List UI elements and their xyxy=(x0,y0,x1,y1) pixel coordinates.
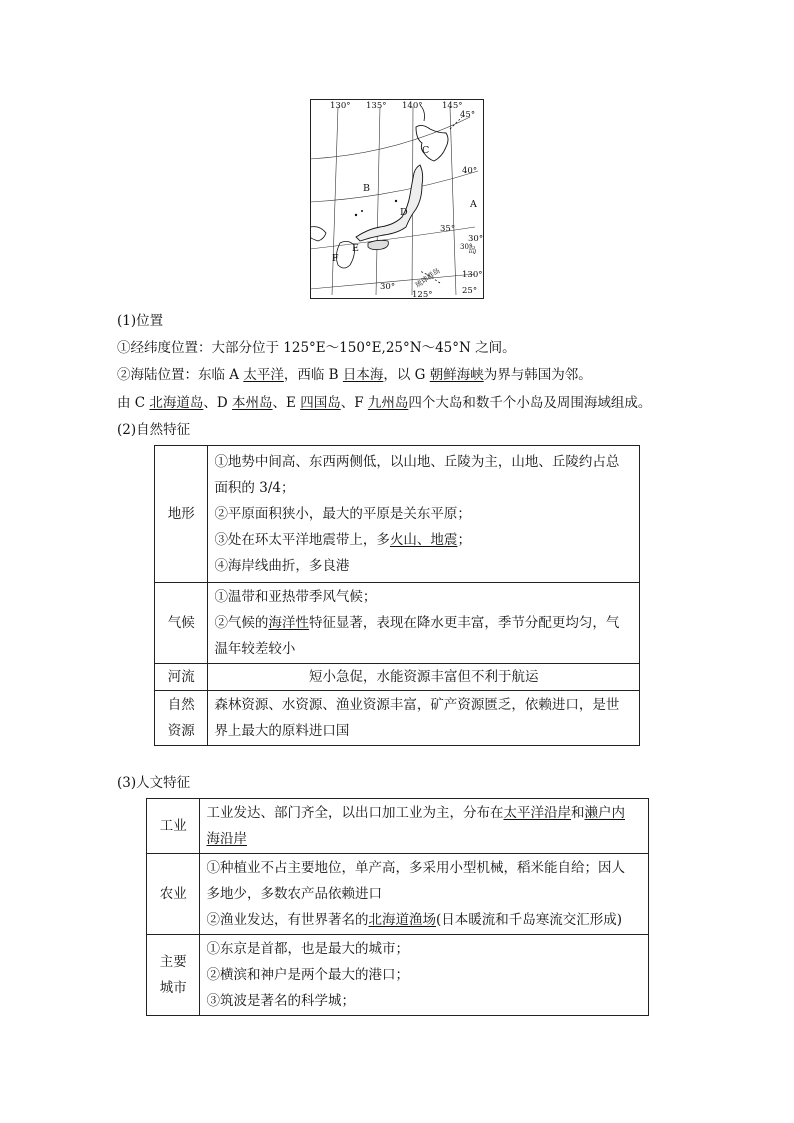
region-letter-c: C xyxy=(422,145,430,156)
lon-label: 145° xyxy=(442,101,463,111)
side-label: 30° xyxy=(468,234,484,244)
label-line: 自然 xyxy=(167,697,195,713)
text-span: ②海陆位置：东临 A xyxy=(117,367,244,383)
river-label: 河流 xyxy=(155,664,208,691)
text-span: 特征显著，表现在降水更丰富，季节分配更均匀，气 xyxy=(308,615,620,631)
text-span: ，以 G xyxy=(383,367,430,383)
bottom-label: 125° xyxy=(412,290,433,299)
label-line: 城市 xyxy=(159,980,187,996)
table-row xyxy=(147,854,649,935)
sea-land-position xyxy=(117,365,592,385)
ryukyu-label: 琉球群岛 xyxy=(413,266,442,290)
terrain-line xyxy=(214,527,633,553)
table-row xyxy=(147,935,649,1016)
section-3-heading: (3)人文特征 xyxy=(117,775,191,791)
lat-label: 40° xyxy=(462,166,478,176)
japan-map-svg xyxy=(310,99,484,299)
map-frame xyxy=(311,100,484,299)
lat-label: 35° xyxy=(440,224,456,234)
table-row xyxy=(147,799,649,854)
industry-line xyxy=(206,800,642,826)
bottom-label: 30° xyxy=(380,282,396,292)
natural-features-table xyxy=(154,445,640,746)
climate-line: 温年较差较小 xyxy=(214,641,296,657)
climate-line: ①温带和亚热带季风气候； xyxy=(214,589,377,605)
label-line: 资源 xyxy=(167,723,195,739)
terrain-line: ①地势中间高、东西两侧低，以山地、丘陵为主，山地、丘陵约占总 xyxy=(214,454,620,470)
industry-line: 海沿岸 xyxy=(206,831,247,847)
pacific-coast: 太平洋沿岸 xyxy=(503,805,571,821)
terrain-line: ④海岸线曲折，多良港 xyxy=(214,558,350,574)
honshu: 本州岛 xyxy=(232,395,273,411)
cities-line: ③筑波是著名的科学城； xyxy=(206,993,355,1009)
climate-content xyxy=(208,583,640,664)
table-row xyxy=(155,583,640,664)
kyushu: 九州岛 xyxy=(367,395,409,411)
agriculture-label: 农业 xyxy=(147,854,200,935)
region-letter-b: B xyxy=(363,183,370,194)
text-span: ②渔业发达，有世界著名的 xyxy=(206,912,369,928)
climate-label: 气候 xyxy=(155,583,208,664)
side-label: 岛 xyxy=(468,246,477,256)
lon-label: 140° xyxy=(402,101,423,111)
text-span: (日本暖流和千岛寒流交汇形成) xyxy=(435,912,623,928)
text-span: 为界与韩国为邻。 xyxy=(483,367,592,383)
hokkaido-fishery: 北海道渔场 xyxy=(368,912,436,928)
sea-of-japan: 日本海 xyxy=(342,367,384,383)
volcano-earthquake: 火山、地震 xyxy=(389,532,458,548)
region-letter-a: A xyxy=(470,199,477,210)
text-span: 由 C xyxy=(117,395,150,411)
small-island xyxy=(355,214,357,216)
lat-label: 25° xyxy=(462,286,478,296)
resources-label xyxy=(155,691,208,746)
table-row xyxy=(155,691,640,746)
cities-line: ②横滨和神户是两个最大的港口； xyxy=(206,967,409,983)
agriculture-line xyxy=(206,907,642,933)
resources-line: 森林资源、水资源、渔业资源丰富，矿产资源匮乏，依赖进口，是世 xyxy=(214,697,620,713)
small-island xyxy=(395,200,397,202)
text-span: 、E xyxy=(272,395,301,411)
human-features-table xyxy=(146,798,649,1016)
agriculture-line: ①种植业不占主要地位，单产高，多采用小型机械，稻米能自给；因人 xyxy=(206,860,625,876)
lon-label: 130° xyxy=(330,101,351,111)
climate-line xyxy=(214,610,633,636)
text-span: ②气候的 xyxy=(214,615,269,631)
text-span: ③处在环太平洋地震带上，多 xyxy=(214,532,390,548)
korea-strait: 朝鲜海峡 xyxy=(429,367,484,383)
region-letter-d: D xyxy=(400,207,408,218)
terrain-label: 地形 xyxy=(155,446,208,583)
seto-inland-sea: 濑户内 xyxy=(584,805,625,821)
text-span: ，西临 B xyxy=(283,367,343,383)
terrain-content xyxy=(208,446,640,583)
region-letter-f: F xyxy=(332,253,339,264)
table-row xyxy=(155,446,640,583)
lon-label: 135° xyxy=(366,101,387,111)
text-span: 、D xyxy=(203,395,233,411)
agriculture-line: 多地少，多数农产品依赖进口 xyxy=(206,886,382,902)
lat-lon-position: ①经纬度位置：大部分位于 125°E～150°E,25°N～45°N 之间。 xyxy=(117,340,516,356)
section-2-heading: (2)自然特征 xyxy=(117,422,191,438)
agriculture-content xyxy=(200,854,649,935)
pacific-ocean: 太平洋 xyxy=(243,367,284,383)
shikoku: 四国岛 xyxy=(300,395,341,411)
japan-map xyxy=(310,99,484,299)
industry-content xyxy=(200,799,649,854)
small-island xyxy=(361,210,363,212)
terrain-line: 面积的 3/4； xyxy=(214,480,295,496)
cities-label xyxy=(147,935,200,1016)
region-letter-e: E xyxy=(352,243,359,254)
resources-content xyxy=(208,691,640,746)
table-row xyxy=(155,664,640,691)
text-span: 和 xyxy=(570,805,585,821)
text-span: 工业发达、部门齐全，以出口加工业为主，分布在 xyxy=(206,805,504,821)
lat-label: 30° xyxy=(460,243,473,251)
section-1-heading: (1)位置 xyxy=(117,313,164,329)
cities-line: ①东京是首都，也是最大的城市； xyxy=(206,941,409,957)
lat-label: 45° xyxy=(460,110,476,120)
cities-content xyxy=(200,935,649,1016)
label-line: 主要 xyxy=(159,954,187,970)
resources-line: 界上最大的原料进口国 xyxy=(214,723,350,739)
text-span: ； xyxy=(457,532,471,548)
bottom-label: 130° xyxy=(462,270,483,280)
text-span: 四个大岛和数千个小岛及周围海域组成。 xyxy=(408,395,652,411)
terrain-line: ②平原面积狭小，最大的平原是关东平原； xyxy=(214,506,471,522)
text-span: 、F xyxy=(340,395,368,411)
hokkaido: 北海道岛 xyxy=(149,395,204,411)
islands-composition xyxy=(117,393,651,413)
maritime-feature: 海洋性 xyxy=(268,615,309,631)
industry-label: 工业 xyxy=(147,799,200,854)
river-content: 短小急促，水能资源丰富但不利于航运 xyxy=(208,664,640,691)
